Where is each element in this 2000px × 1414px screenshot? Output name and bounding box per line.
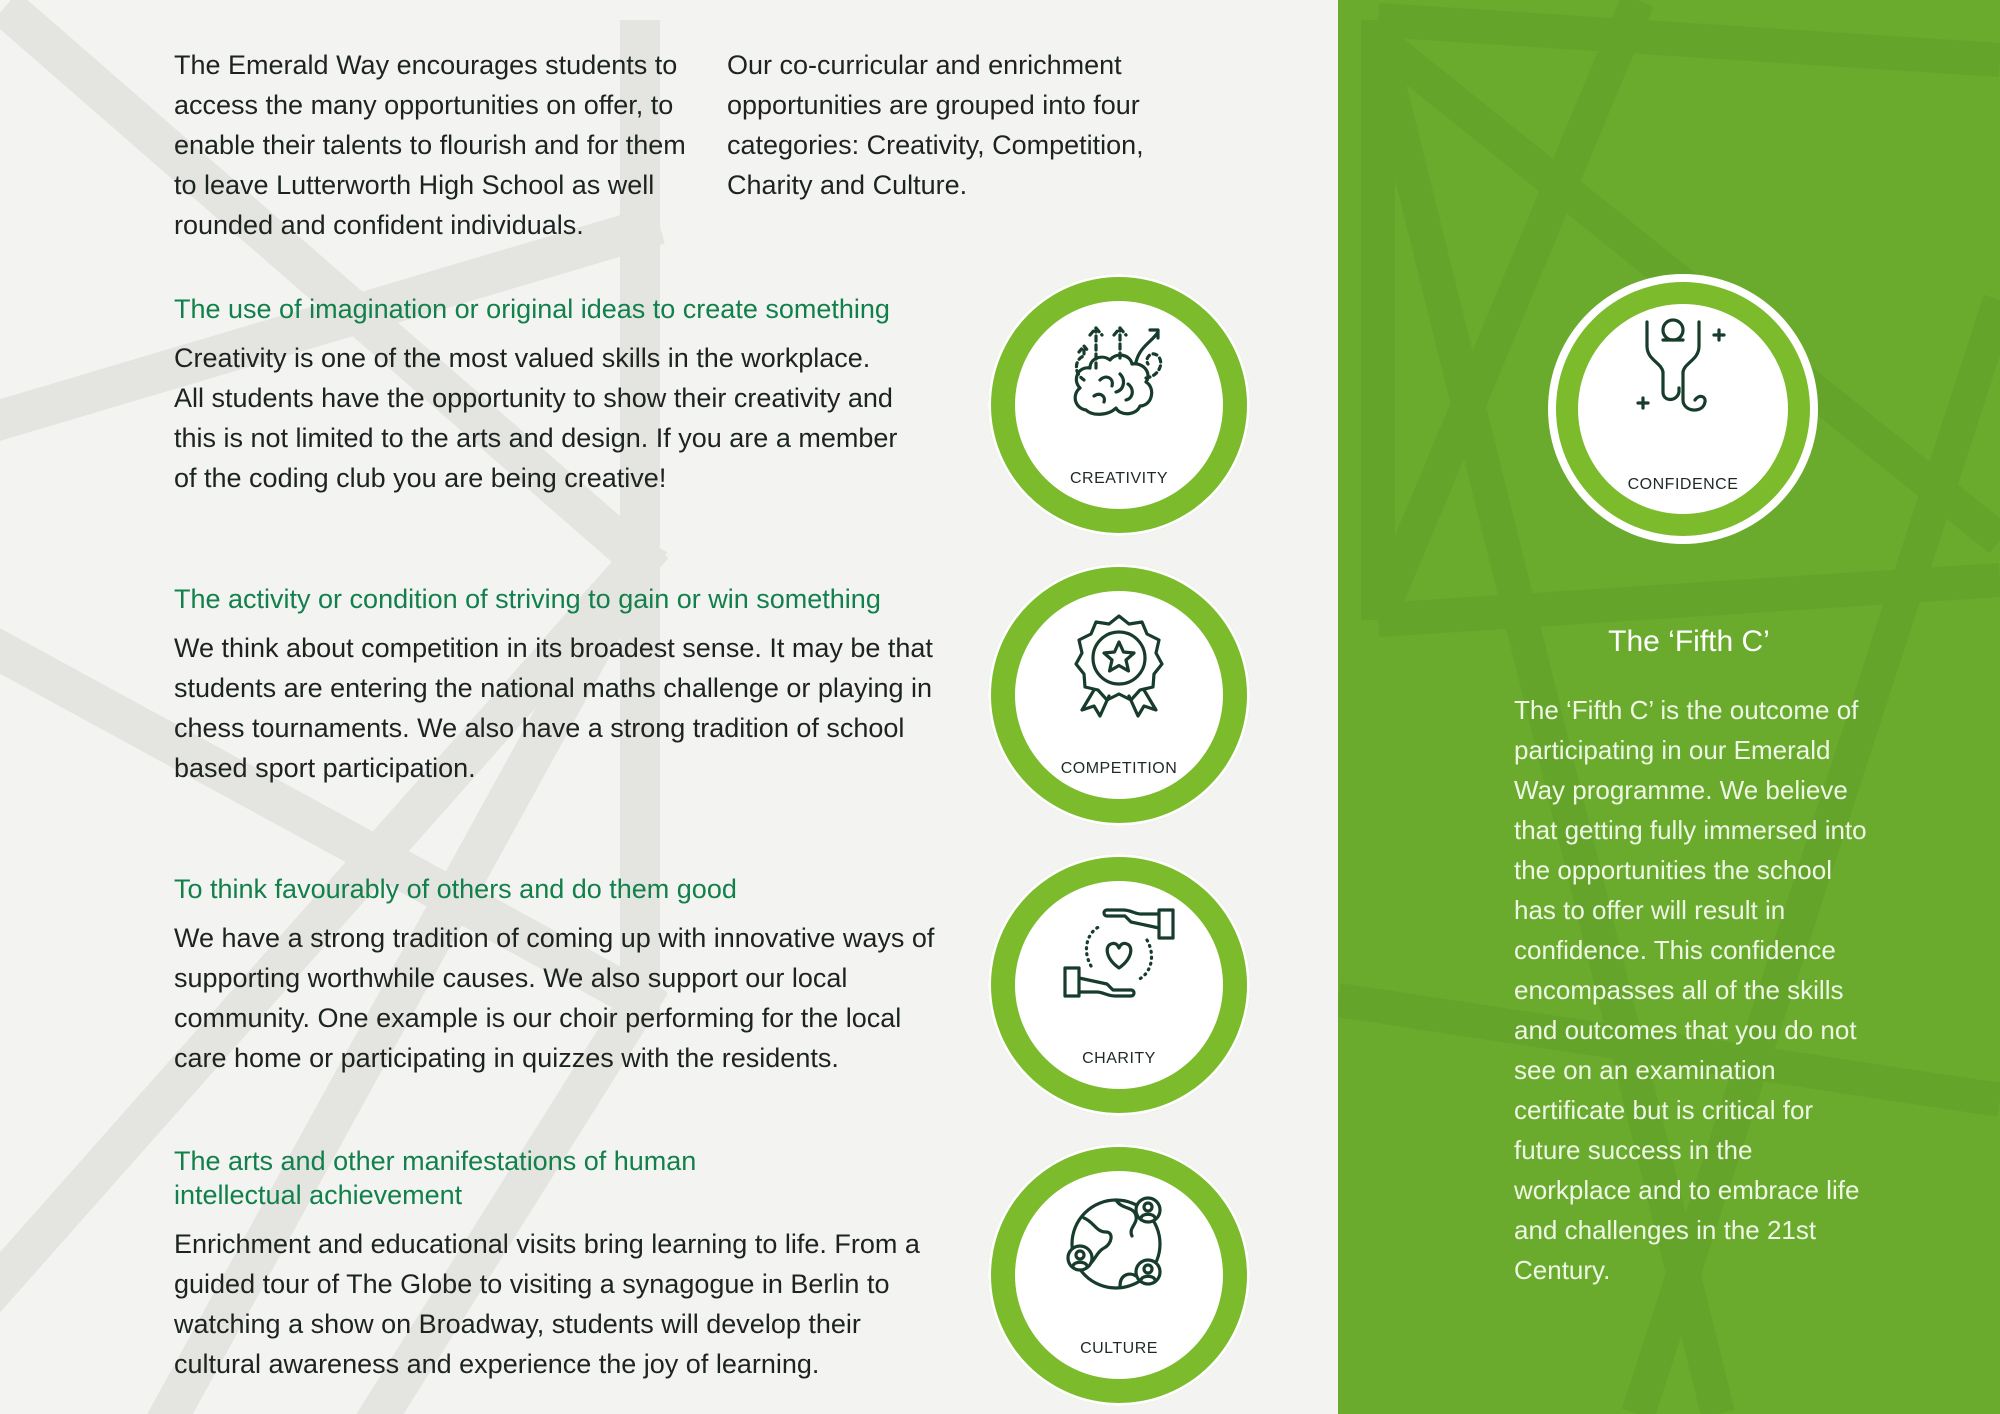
brain-arrows-icon — [1064, 318, 1174, 428]
charity-section — [174, 872, 954, 1078]
culture-heading: The arts and other manifestations of human intellectual achievement — [174, 1146, 697, 1210]
fifth-c-body: The ‘Fifth C’ is the outcome of participating in our Emerald Way programme. We believe that getting fully immersed into the opportunities the school has to offer will result in confidence. This confidence encompasses all of the skills and outcomes that you do not see on an examination certificate but is critical for future success in the workplace and to embrace life and challenges in the 21st Century. — [1514, 695, 1867, 1285]
competition-section — [174, 582, 954, 788]
culture-badge — [988, 1144, 1250, 1406]
charity-heading: To think favourably of others and do them good — [174, 874, 737, 904]
charity-body: We have a strong tradition of coming up with innovative ways of supporting worthwhile causes. We also support our local community. One example is our choir performing for the local care home or participating in quizzes with the residents. — [174, 923, 935, 1073]
competition-badge — [988, 564, 1250, 826]
award-medal-icon — [1064, 608, 1174, 718]
competition-badge-label: COMPETITION — [1060, 760, 1178, 777]
culture-body: Enrichment and educational visits bring learning to life. From a guided tour of The Globe to visiting a synagogue in Berlin to watching a show on Broadway, students will develop their cultural awareness and experience the joy of learning. — [174, 1229, 920, 1379]
creativity-heading: The use of imagination or original ideas to create something — [174, 294, 890, 324]
charity-badge — [988, 854, 1250, 1116]
culture-section — [174, 1144, 954, 1384]
globe-people-icon — [1064, 1188, 1174, 1298]
hands-heart-icon — [1061, 898, 1177, 1008]
intro-left-paragraph: The Emerald Way encourages students to access the many opportunities on offer, to enable their talents to flourish and for them to leave Lutterworth High School as well rounded and confident individuals. — [174, 50, 686, 240]
creativity-badge — [988, 274, 1250, 536]
acrobat-icon — [1633, 316, 1733, 420]
creativity-section — [174, 292, 954, 498]
charity-badge-label: CHARITY — [1082, 1050, 1156, 1067]
fifth-c-title: The ‘Fifth C’ — [1608, 625, 1770, 658]
creativity-body: Creativity is one of the most valued skills in the workplace. All students have the opportunity to show their creativity and this is not limited to the arts and design. If you are a member of the coding club you are being creative! — [174, 343, 898, 493]
competition-heading: The activity or condition of striving to gain or win something — [174, 584, 881, 614]
creativity-badge-label: CREATIVITY — [1069, 470, 1169, 487]
culture-badge-label: CULTURE — [1080, 1340, 1158, 1357]
confidence-badge — [1548, 274, 1818, 544]
confidence-badge-label: CONFIDENCE — [1627, 476, 1739, 493]
intro-right-paragraph: Our co-curricular and enrichment opportunities are grouped into four categories: Creativity, Competition, Charity and Culture. — [727, 50, 1144, 200]
competition-body: We think about competition in its broadest sense. It may be that students are entering the national maths challenge or playing in chess tournaments. We also have a strong tradition of school based sport participation. — [174, 633, 933, 783]
